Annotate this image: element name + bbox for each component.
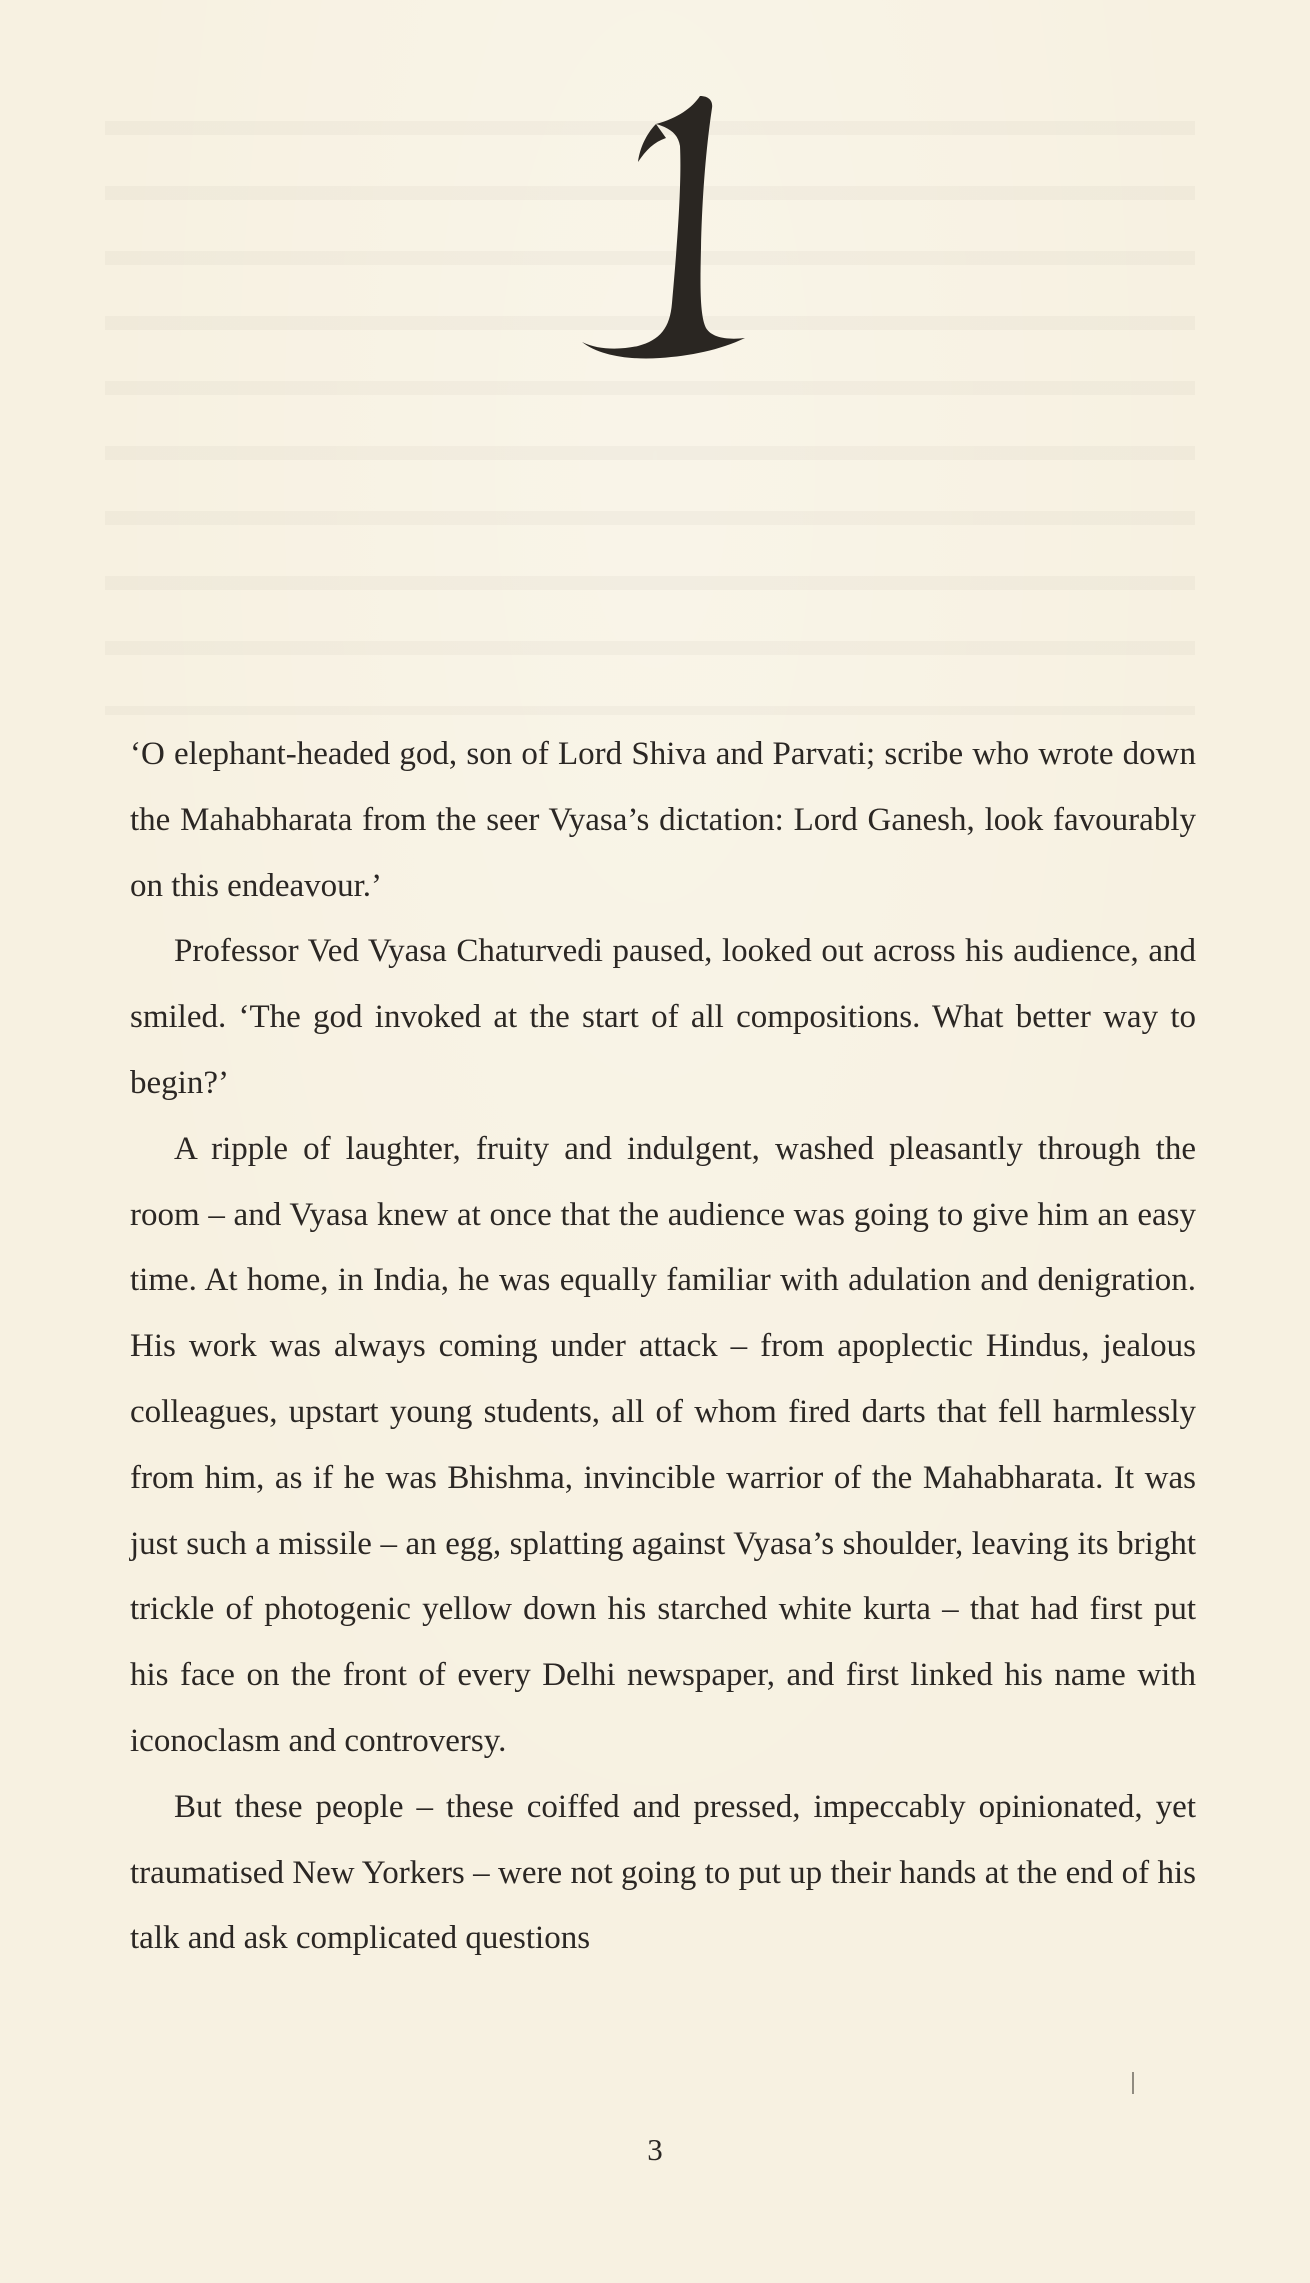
paragraph: A ripple of laughter, fruity and indulgent, washed pleasantly through the room – and Vyasa knew at once that the audience was going to give him an easy time. At home, in India, he was equally familiar with adulation and denigration. His work was always coming under attack – from apoplectic Hindus, jealous colleagues, upstart young students, all of whom fired darts that fell harmlessly from him, as if he was Bhishma, invincible warrior of the Mahabharata. It was just such a missile – an egg, splatting against Vyasa’s shoulder, leaving its bright trickle of photogenic yellow down his starched white kurta – that had first put his face on the front of every Delhi newspaper, and first linked his name with iconoclasm and controversy.	[130, 1130, 1196, 1759]
paragraph: Professor Ved Vyasa Chaturvedi paused, looked out across his audience, and smiled. ‘The god invoked at the start of all compositions. What better way to begin?’	[130, 933, 1196, 1101]
paragraph: ‘O elephant-headed god, son of Lord Shiva and Parvati; scribe who wrote down the Mahabharata from the seer Vyasa’s dictation: Lord Ganesh, look favourably on this endeavour.’	[130, 736, 1196, 904]
chapter-number-glyph	[560, 88, 760, 388]
chapter-number	[560, 88, 760, 388]
paragraph: But these people – these coiffed and pressed, impeccably opinionated, yet traumatised New Yorkers – were not going to put up their hands at the end of his talk and ask complicated questions	[130, 1788, 1196, 1957]
page-number: 3	[647, 2132, 663, 2167]
page-mark	[1132, 2072, 1134, 2094]
chapter-body	[130, 722, 1196, 1972]
